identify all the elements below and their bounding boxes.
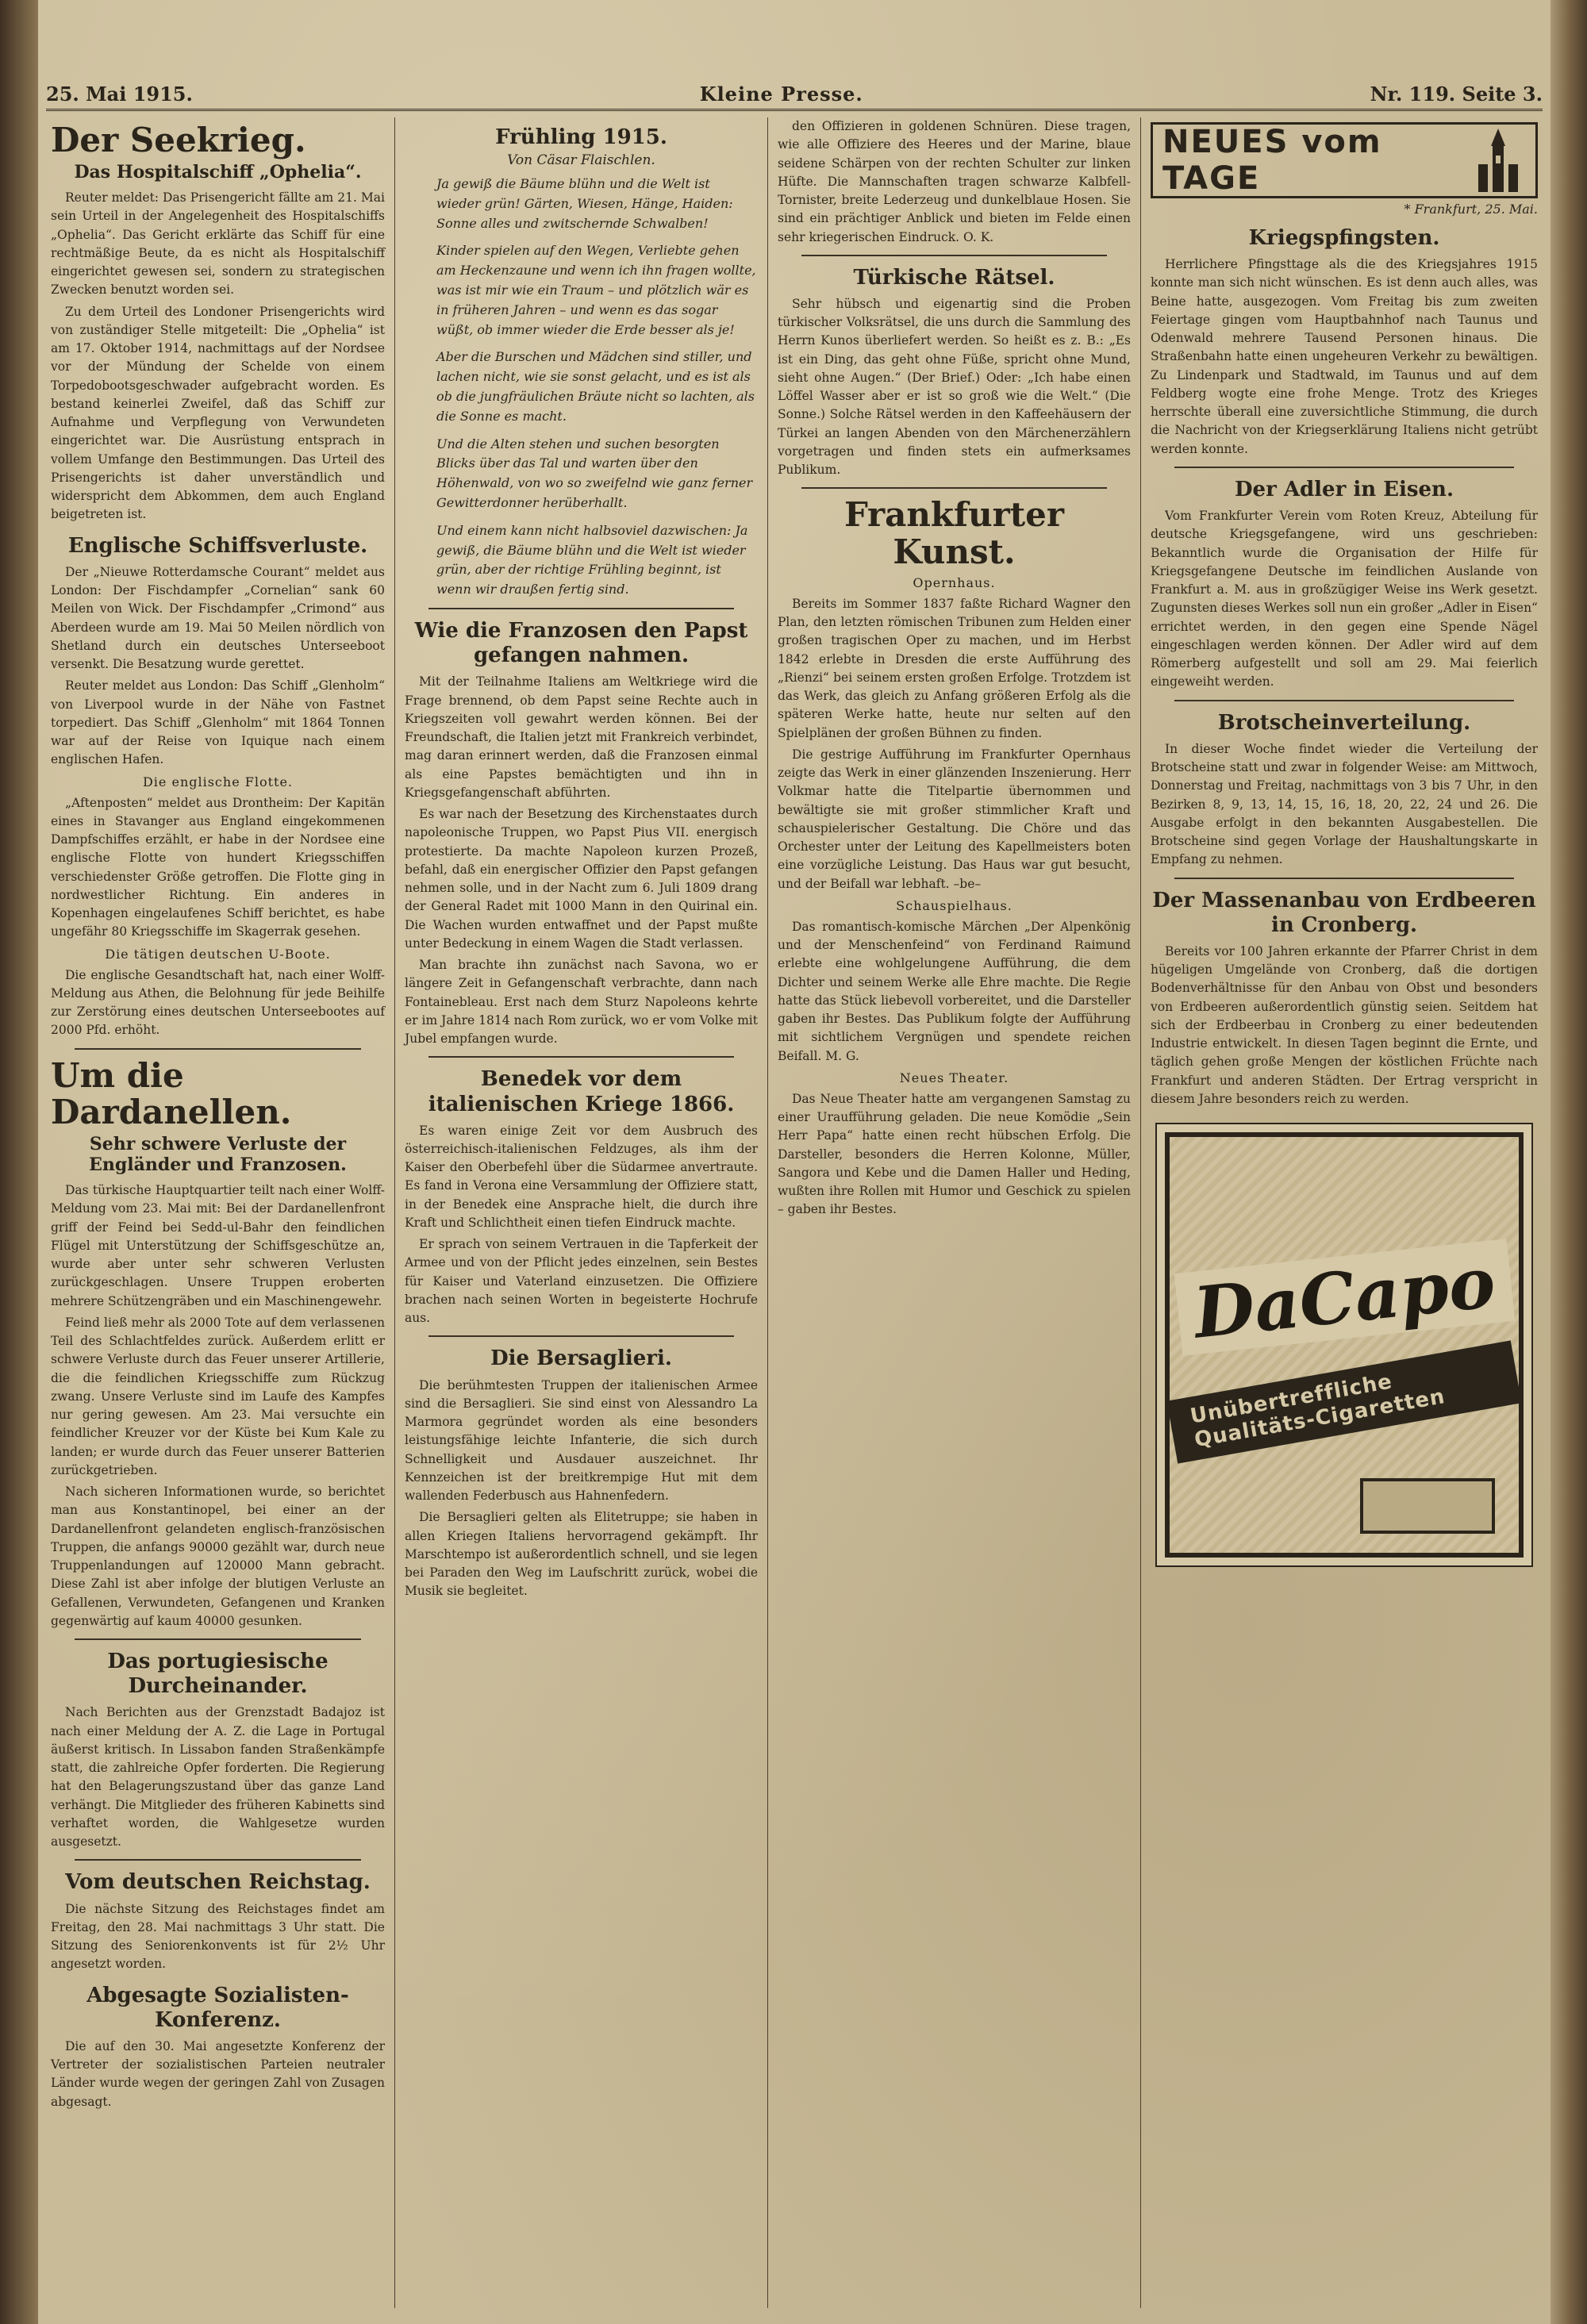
article-paragraph: Die berühmtesten Truppen der italienischen Armee sind die Bersaglieri. Sie sind einst von Alessandro La Marmora gegründet worden als eine besonders leistungsfähige leichte Infanterie, die sich durch Schnelligkeit und Ausdauer auszeichnet. Ihr Kennzeichen ist der breitkrempige Hut mit dem wallenden Federbusch aus Hahnenfedern. (405, 1377, 758, 1504)
article-paragraph: Man brachte ihn zunächst nach Savona, wo er längere Zeit in Gefangenschaft verbrachte, dann nach Fontainebleau. Erst nach dem Sturz Napoleons kehrte er im Jahre 1814 nach Rom zurück, wo er vom Volke mit Jubel empfangen wurde. (405, 958, 758, 1047)
adler-headline: Der Adler in Eisen. (1234, 477, 1454, 501)
cigarette-box-icon (1360, 1478, 1495, 1534)
divider (75, 1859, 361, 1861)
column-3 (768, 117, 1141, 2308)
dacapo-advertisement (1155, 1123, 1533, 1567)
schauspielhaus-label: Schauspielhaus. (896, 897, 1013, 913)
erdbeeren-headline: Der Massenanbau von Erdbeeren in Cronberg. (1152, 888, 1536, 937)
logo-text: NEUES vom TAGE (1162, 124, 1382, 197)
article-paragraph: Reuter meldet: Das Prisengericht fällte am 21. Mai sein Urteil in der Angelegenheit des Hospitalschiffs „Ophelia“. Das Gericht erklärte das Schiff für eine rechtmäßige Beute, da es nicht als Hospitalschiff eingerichtet gewesen sei, sondern zu strategischen Zwecken benutzt worden sei. (51, 190, 385, 298)
poem-stanza: Kinder spielen auf den Wegen, Verliebte gehen am Heckenzaune und wenn ich ihn fragen wollte, was ist mir wie ein Traum – und plötzlich wär es in früheren Jahren – und wenn es das sogar wüßt, ob immer wieder die Erde besser als je! (436, 243, 756, 337)
article-paragraph: Zu dem Urteil des Londoner Prisengerichts wird von zuständiger Stelle mitgeteilt: Die „Ophelia“ ist am 17. Oktober 1914, nachmittags auf der Nordsee vor der Mündung der Schelde von einem Torpedobootsgeschwader aufgebracht worden. Es bestand keinerlei Zweifel, daß das Schiff zur Aufnahme und Verpflegung von Verwundeten eingerichtet war. Die Ausrüstung entsprach in vollem Umfange den Bestimmungen. Das Urteil des Prisengerichts ist daher unverständlich und widerspricht dem Abkommen, dem auch England beigetreten ist. (51, 304, 385, 522)
reichstag-headline: Vom deutschen Reichstag. (65, 1870, 371, 1895)
article-paragraph: Das türkische Hauptquartier teilt nach einer Wolff-Meldung vom 23. Mai mit: Bei der Dardanellenfront griff der Feind bei Sedd-ul-Bahr den feindlichen Flügel mit Unterstützung der Schiffsgeschütze an, wurde aber unter sehr schweren Verlusten zurückgeschlagen. Unsere Truppen eroberten mehrere Schützengräben und ein Maschinengewehr. (51, 1183, 385, 1308)
column-4 (1141, 117, 1543, 2308)
article-paragraph: Das romantisch-komische Märchen „Der Alpenkönig und der Menschenfeind“ von Ferdinand Raimund erlebte eine wohlgelungene Aufführung, die dem Dichter und seinem Werke alle Ehre machte. Die Regie hatte das Stück liebevoll vorbereitet, und die Darsteller gaben ihr Bestes. Das Publikum folgte der Aufführung mit sichtlichem Vergnügen und spendete reichen Beifall. M. G. (778, 919, 1131, 1063)
divider (428, 1056, 734, 1058)
article-paragraph: In dieser Woche findet wieder die Verteilung der Brotscheine statt und zwar in folgender Weise: am Mittwoch, Donnerstag und Freitag, nachmittags von 3 bis 7 Uhr, in den Bezirken 8, 9, 13, 14, 15, 16, 18, 20, 22, 24 und 26. Die Ausgabe erfolgt in den bekannten Ausgabestellen. Die Brotscheine sind gegen Vorlage der Haushaltungskarte in Empfang zu nehmen. (1151, 741, 1538, 867)
neues-vom-tage-logo (1151, 122, 1538, 198)
ophelia-subheadline: Das Hospitalschiff „Ophelia“. (74, 162, 362, 183)
divider (75, 1048, 361, 1050)
portugal-headline: Das portugiesische Durcheinander. (107, 1650, 329, 1699)
header-page-number: Nr. 119. Seite 3. (1370, 83, 1543, 106)
column-1 (46, 117, 395, 2308)
raetsel-headline: Türkische Rätsel. (853, 265, 1055, 290)
pfingsten-headline: Kriegspfingsten. (1248, 226, 1440, 250)
sozialisten-headline: Abgesagte Sozialisten-Konferenz. (86, 1983, 349, 2032)
poem-body (405, 175, 758, 600)
cathedral-icon (1470, 129, 1526, 192)
ad-tagline: Unübertreffliche Qualitäts-Cigaretten (1166, 1341, 1521, 1464)
header-paper-title: Kleine Presse. (699, 83, 863, 106)
benedek-headline: Benedek vor dem italienischen Kriege 1866. (428, 1067, 735, 1116)
header-date: 25. Mai 1915. (46, 83, 193, 106)
article-paragraph: Mit der Teilnahme Italiens am Weltkriege wird die Frage brennend, ob dem Papst seine Rechte auch in Kriegszeiten voll gewahrt werden können. Bei der Freundschaft, die Italien jetzt mit Frankreich verbindet, mag daran erinnert werden, daß die Franzosen einmal als eine Papstes bemächtigten und ihn in Kriegsgefangenschaft abführten. (405, 674, 758, 800)
article-paragraph: den Offizieren in goldenen Schnüren. Diese tragen, wie alle Offiziere des Heeres und der Marine, blaue seidene Schärpen von der rechten Schulter zur linken Hüfte. Die Mannschaften tragen schwarze Kalbfell-Tornister, breite Lederzeug und dunkelblaue Hosen. Sie sind ein prächtiger Anblick und bieten im Felde einen sehr kriegerischen Eindruck. O. K. (778, 119, 1131, 244)
article-paragraph: Die englische Gesandtschaft hat, nach einer Wolff-Meldung aus Athen, die Belohnung für jede Beihilfe zur Zerstörung eines deutschen Unterseebootes auf 2000 Pfd. erhöht. (51, 967, 385, 1038)
article-paragraph: Es waren einige Zeit vor dem Ausbruch des österreichisch-italienischen Feldzuges, als ihm der Kaiser den Oberbefehl über die Südarmee anvertraute. Es fand in Verona eine Versammlung der Offiziere statt, in der Benedek eine Ansprache hielt, die durch ihre Kraft und Schlichtheit einen tiefen Eindruck machte. (405, 1123, 758, 1230)
article-paragraph: Feind ließ mehr als 2000 Tote auf dem verlassenen Teil des Schlachtfeldes zurück. Außerdem erlitt er schwere Verluste durch das Feuer unserer Artillerie, die die feindlichen Kriegsschiffe zum Rückzug zwang. Unsere Verluste sind im Laufe des Kampfes nur gering gewesen. Am 23. Mai versuchte ein feindlicher Kreuzer vor der Küste bei Kum Kale zu landen; er wurde durch das Feuer unserer Batterien zurückgetrieben. (51, 1315, 385, 1477)
dardanellen-headline: Um die Dardanellen. (51, 1055, 292, 1131)
dateline: * Frankfurt, 25. Mai. (1404, 202, 1538, 217)
article-paragraph: „Aftenposten“ meldet aus Drontheim: Der Kapitän eines in Stavanger aus England eingekommenen Dampfschiffes erzählt, er habe in der Nordsee eine englische Flotte von hundert Kriegsschiffen verschiedenster Größe getroffen. Die Flotte ging in nordwestlicher Richtung. Ein anderes in Kopenhagen eingelaufenes Schiff berichtet, es habe ungefähr 80 Kriegsschiffe im Skagerrak gesehen. (51, 795, 385, 939)
article-paragraph: Bereits vor 100 Jahren erkannte der Pfarrer Christ in dem hügeligen Umgelände von Cronberg, daß die dortigen Bodenverhältnisse für den Anbau von Obst und besonders von Erdbeeren außerordentlich günstig seien. Seitdem hat sich der Erdbeerbau in Cronberg zu einer bedeutenden Industrie entwickelt. In diesen Tagen beginnt die Ernte, und täglich gehen große Mengen der köstlichen Früchte nach Frankfurt und anderen Städten. Der Ertrag verspricht in diesem Jahre besonders reich zu werden. (1151, 943, 1538, 1106)
flotte-headline: Die englische Flotte. (142, 774, 294, 789)
binding-left-edge (0, 0, 38, 2324)
article-paragraph: Das Neue Theater hatte am vergangenen Samstag zu einer Uraufführung geladen. Die neue Komödie „Sein Herr Papa“ hatte einen recht hübschen Erfolg. Die Darsteller, besonders die Herren Kolonne, Müller, Sangora und Kebe und die Damen Haller und Heding, wußten ihre Rollen mit Humor und Geschick zu spielen – gaben ihr Bestes. (778, 1091, 1131, 1217)
ad-brand-name: DaCapo (1174, 1239, 1514, 1355)
article-paragraph: Nach Berichten aus der Grenzstadt Badajoz ist nach einer Meldung der A. Z. die Lage in Portugal äußerst kritisch. In Lissabon fanden Straßenkämpfe statt, die zahlreiche Opfer forderten. Die Regierung hat den Belagerungszustand über das ganze Land verhängt. Die Mitglieder des früheren Kabinetts sind verhaftet worden, die Wahlgesetze wurden ausgesetzt. (51, 1705, 385, 1850)
poem-author: Von Cäsar Flaischlen. (507, 152, 655, 168)
divider (801, 255, 1107, 256)
opernhaus-label: Opernhaus. (913, 574, 996, 590)
article-paragraph: Die auf den 30. Mai angesetzte Konferenz der Vertreter der sozialistischen Parteien neutraler Länder wurde wegen der geringen Zahl von Zusagen abgesagt. (51, 2038, 385, 2109)
bersaglieri-headline: Die Bersaglieri. (490, 1346, 672, 1371)
divider (428, 608, 734, 609)
column-2 (395, 117, 768, 2308)
brotschein-headline: Brotscheinverteilung. (1217, 710, 1471, 735)
poem-stanza: Und einem kann nicht halbsoviel dazwischen: Ja gewiß, die Bäume blühn und die Welt ist wieder grün, aber der richtige Frühling beginnt, ist wenn wir draußen fertig sind. (436, 522, 748, 597)
article-paragraph: Bereits im Sommer 1837 faßte Richard Wagner den Plan, den letzten römischen Tribunen zum Helden einer großen tragischen Oper zu machen, und im Herbst 1842 erlebte in Dresden die erste Aufführung des „Rienzi“ bei seinem ersten großen Erfolge. Trotzdem ist das Werk, das gleich zu Anfang größeren Erfolg als die späteren Werke hatte, heute nur selten auf den Spielplänen der großen Bühnen zu finden. (778, 596, 1131, 740)
article-paragraph: Sehr hübsch und eigenartig sind die Proben türkischer Volksrätsel, die uns durch die Sammlung des Herrn Kunos überliefert werden. So heißt es z. B.: „Es ist ein Ding, das geht ohne Füße, spricht ohne Mund, sieht ohne Augen.“ (Der Brief.) Oder: „Ich habe einen Löffel Wasser aber er ist so groß wie die Welt.“ (Die Sonne.) Solche Rätsel werden in den Kaffeehäusern der Türkei an langen Abenden von den Märchenerzählern vorgetragen und finden stets ein aufmerksames Publikum. (778, 296, 1131, 478)
newspaper-page (38, 0, 1550, 2324)
neues-theater-label: Neues Theater. (899, 1070, 1009, 1085)
poem-title: Frühling 1915. (495, 125, 667, 149)
divider (801, 487, 1107, 489)
article-paragraph: Die nächste Sitzung des Reichstages findet am Freitag, den 28. Mai nachmittags 3 Uhr statt. Die Sitzung des Seniorenkonvents ist für 2½ Uhr angesetzt worden. (51, 1901, 385, 1972)
article-paragraph: Reuter meldet aus London: Das Schiff „Glenholm“ von Liverpool wurde in der Nähe von Fastnet torpediert. Das Schiff „Glenholm“ mit 1864 Tonnen war auf der Reise von Iquique nach einem englischen Hafen. (51, 678, 385, 767)
divider (1174, 700, 1514, 701)
seekrieg-headline: Der Seekrieg. (51, 121, 306, 159)
uboote-headline: Die tätigen deutschen U-Boote. (105, 946, 331, 962)
poem-stanza: Und die Alten stehen und suchen besorgten Blicks über das Tal und warten über den Höhenwald, von wo so zweifelnd wie ganz ferner Gewitterdonner herüberhallt. (436, 436, 753, 510)
papst-headline: Wie die Franzosen den Papst gefangen nahmen. (414, 618, 748, 668)
ad-frame (1165, 1132, 1524, 1558)
binding-right-edge (1550, 0, 1587, 2324)
article-paragraph: Herrlichere Pfingsttage als die des Kriegsjahres 1915 konnte man sich nicht wünschen. Es ist denn auch alles, was Beine hatte, ausgezogen. Vom Freitag bis zum zweiten Feiertage gingen vom Hauptbahnhof nach Taunus und Odenwald mehrere Tausend Personen hinaus. Die Straßenbahn hatte einen ungeheuren Verkehr zu bewältigen. Zu Lindenpark und Stadtwald, im Taunus und auf dem Feldberg wogte eine frohe Menge. Trotz des Krieges herrschte überall eine zuversichtliche Stimmung, die durch die Nachricht von der Kriegserklärung Italiens nicht getrübt werden konnte. (1151, 257, 1538, 456)
kunst-headline: Frankfurter Kunst. (843, 495, 1065, 571)
poem-stanza: Aber die Burschen und Mädchen sind stiller, und lachen nicht, wie sie sonst gelacht, und es ist als ob die jungfräulichen Bräute nicht so lachten, als die Sonne es macht. (436, 349, 755, 424)
columns (46, 117, 1543, 2308)
article-paragraph: Nach sicheren Informationen wurde, so berichtet man aus Konstantinopel, bei einer an der Dardanellenfront gelandeten englisch-französischen Truppen, die anfangs 90000 gezählt war, durch neue Truppenlandungen auf 120000 Mann gebracht. Diese Zahl ist aber infolge der blutigen Verluste an Gefallenen, Verwundeten, Gefangenen und Kranken gegenwärtig auf kaum 40000 gesunken. (51, 1485, 385, 1628)
article-paragraph: Die Bersaglieri gelten als Elitetruppe; sie haben in allen Kriegen Italiens hervorragend gekämpft. Ihr Marschtempo ist außerordentlich schnell, und sie legen bei Paraden den Weg im Laufschritt zurück, wobei die Musik sie begleitet. (405, 1510, 758, 1599)
divider (75, 1638, 361, 1640)
article-paragraph: Vom Frankfurter Verein vom Roten Kreuz, Abteilung für deutsche Kriegsgefangene, wird uns geschrieben: Bekanntlich wurde die Organisation der Hilfe für Kriegsgefangene Deutsche im feindlichen Auslande von Frankfurt a. M. aus in großzügiger Weise ins Werk gesetzt. Zugunsten dieses Werkes soll nun ein großer „Adler in Eisen“ errichtet werden, in den gegen eine Spende Nägel eingeschlagen werden können. Der Adler wird auf dem Römerberg aufgestellt und soll am 29. Mai feierlich eingeweiht werden. (1151, 509, 1538, 690)
divider (1174, 878, 1514, 879)
article-paragraph: Er sprach von seinem Vertrauen in die Tapferkeit der Armee und von der Pflicht jedes einzelnen, sein Bestes für Kaiser und Vaterland einzusetzen. Die Offiziere brachen nach seinen Worten in begeisterte Hochrufe aus. (405, 1237, 758, 1326)
dardanellen-subheadline: Sehr schwere Verluste der Engländer und Franzosen. (89, 1134, 347, 1175)
divider (428, 1335, 734, 1337)
article-paragraph: Die gestrige Aufführung im Frankfurter Opernhaus zeigte das Werk in einer glänzenden Inszenierung. Herr Volkmar hatte die Titelpartie übernommen und bewältigte sie mit großer stimmlicher Kraft und schauspielerischer Gestaltung. Die Chöre und das Orchester unter der Leitung des Kapellmeisters boten eine vorzügliche Leistung. Das Haus war gut besucht, und der Beifall war lebhaft. –be– (778, 747, 1131, 891)
poem-stanza: Ja gewiß die Bäume blühn und die Welt ist wieder grün! Gärten, Wiesen, Hänge, Haiden: Sonne alles und zwitschernde Schwalben! (436, 176, 733, 231)
article-paragraph: Der „Nieuwe Rotterdamsche Courant“ meldet aus London: Der Fischdampfer „Cornelian“ sank 60 Meilen von Wick. Der Fischdampfer „Crimond“ aus Aberdeen wurde am 19. Mai 50 Meilen nördlich von Shetland durch ein deutsches Unterseeboot versenkt. Die Besatzung wurde gerettet. (51, 564, 385, 672)
schiffsverluste-headline: Englische Schiffsverluste. (67, 533, 368, 558)
divider (1174, 467, 1514, 468)
article-paragraph: Es war nach der Besetzung des Kirchenstaates durch napoleonische Truppen, wo Papst Pius VII. energisch protestierte. Da machte Napoleon kurzen Prozeß, befahl, daß ein energischer Offizier den Papst gefangen nehmen solle, und in der Nacht zum 6. Juli 1809 drang der General Radet mit 1000 Mann in den Quirinal ein. Die Wachen wurden entwaffnet und der Papst mußte unter Bedeckung in einem Wagen die Stadt verlassen. (405, 807, 758, 951)
page-header (46, 79, 1543, 111)
